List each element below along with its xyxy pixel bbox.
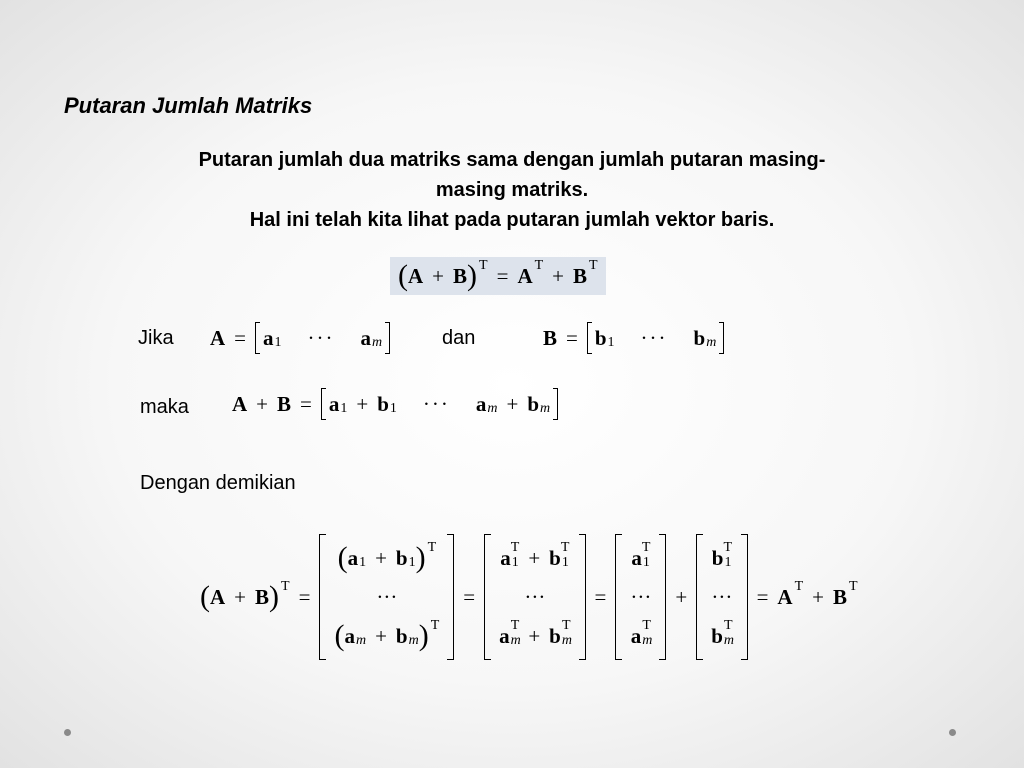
intro-line-2: masing matriks. bbox=[435, 179, 589, 201]
final-transpose-equation: ( A + B ) T = ( a 1 + b 1 ) T ··· ( a m + b m ) T = a 1 T + b 1 T ··· a m T + b m T = a 1 T ··· a m T + b 1 T ··· b m T = A T + B T bbox=[200, 534, 858, 660]
column-transposed-sums: ( a 1 + b 1 ) T ··· ( a m + b m ) T bbox=[334, 540, 440, 652]
slide-title: Putaran Jumlah Matriks bbox=[64, 93, 313, 118]
intro-paragraph bbox=[100, 145, 924, 235]
label-maka: maka bbox=[140, 396, 189, 418]
matrix-b-definition: B = b 1 ··· b m bbox=[543, 322, 724, 354]
column-a-transposes: a 1 T ··· a m T bbox=[630, 540, 653, 648]
slide-bullet-right bbox=[949, 729, 956, 736]
column-b-transposes: b 1 T ··· b m T bbox=[711, 540, 735, 648]
intro-line-1: Putaran jumlah dua matriks sama dengan jumlah putaran masing- bbox=[198, 149, 826, 171]
label-dengan-demikian: Dengan demikian bbox=[140, 472, 296, 494]
label-jika: Jika bbox=[138, 327, 174, 349]
matrix-a-definition: A = a 1 ··· a m bbox=[210, 322, 390, 354]
intro-line-3: Hal ini telah kita lihat pada putaran jumlah vektor baris. bbox=[249, 209, 775, 231]
slide-bullet-left bbox=[64, 729, 71, 736]
sum-matrix-definition: A + B = a 1 + b 1 ··· a m + b m bbox=[232, 388, 558, 420]
transpose-sum-identity: ( A + B ) T = A T + B T bbox=[390, 257, 606, 295]
label-dan: dan bbox=[442, 327, 476, 349]
column-sum-of-transposes: a 1 T + b 1 T ··· a m T + b m T bbox=[499, 540, 572, 648]
